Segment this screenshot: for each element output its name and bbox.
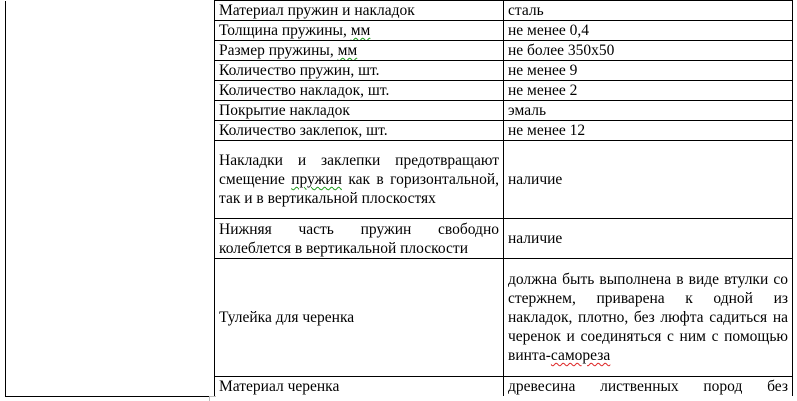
value-cell: древесина лиственных пород без — [504, 377, 793, 397]
spell-underlined-word: самореза — [550, 347, 611, 364]
spell-underlined-word: пружин — [291, 171, 342, 188]
text-boundary-mark — [209, 396, 216, 401]
value-cell: не менее 2 — [504, 81, 793, 101]
spell-underlined-word: мм — [350, 22, 371, 39]
param-cell: Количество пружин, шт. — [215, 61, 504, 81]
param-cell: Тулейка для черенка — [215, 259, 504, 377]
param-cell: Размер пружины, мм — [215, 41, 504, 61]
value-cell: не более 350х50 — [504, 41, 793, 61]
param-cell: Материал пружин и накладок — [215, 1, 504, 21]
value-cell — [504, 259, 793, 377]
value-text: должна быть выполнена в виде втулки со стержнем, приварена к одной из накладок, плотно, без люфта садиться на черенок и соединяться с ним с помощью винта- — [508, 271, 788, 364]
spell-underlined-word: мм — [337, 42, 358, 59]
left-empty-cell — [6, 1, 215, 397]
param-text: как в горизонтальной, так и в вертикальной плоскостях — [219, 171, 499, 207]
table-row — [6, 1, 793, 21]
value-cell: наличие — [504, 141, 793, 219]
param-cell: Покрытие накладок — [215, 101, 504, 121]
spec-table — [5, 0, 793, 397]
value-cell: не менее 12 — [504, 121, 793, 141]
param-cell: Материал черенка — [215, 377, 504, 397]
param-cell: Количество накладок, шт. — [215, 81, 504, 101]
value-cell: не менее 9 — [504, 61, 793, 81]
param-cell: Нижняя часть пружин свободно колеблется в вертикальной плоскости — [215, 219, 504, 259]
value-cell: сталь — [504, 1, 793, 21]
param-cell — [215, 141, 504, 219]
param-cell: Количество заклепок, шт. — [215, 121, 504, 141]
param-cell: Толщина пружины, мм — [215, 21, 504, 41]
param-text: Накладки и заклепки предотвращают смещение — [219, 152, 499, 188]
value-cell: наличие — [504, 219, 793, 259]
value-cell: эмаль — [504, 101, 793, 121]
value-cell: не менее 0,4 — [504, 21, 793, 41]
